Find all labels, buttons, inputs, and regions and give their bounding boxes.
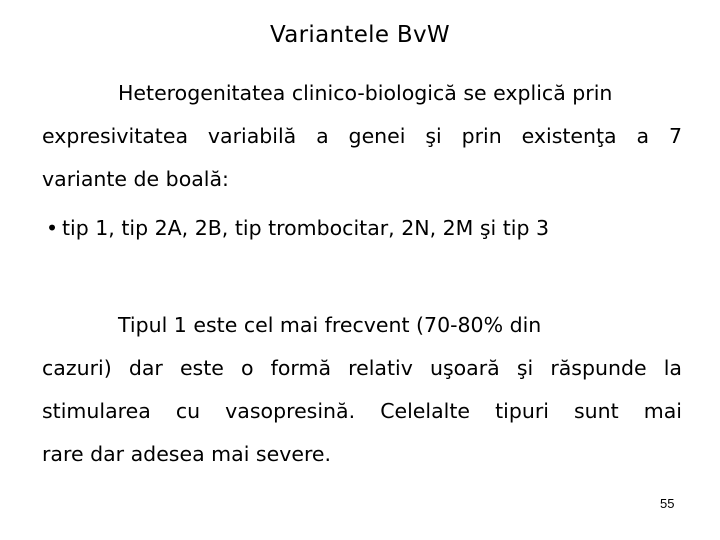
bullet-marker: • [46,216,59,240]
paragraph2-line2: cazuri) dar este o formă relativ uşoară şi răspunde la [42,356,682,380]
paragraph2-line1: Tipul 1 este cel mai frecvent (70-80% din [118,313,542,337]
paragraph1-line1: Heterogenitatea clinico-biologică se explică prin [118,81,613,105]
paragraph1-line2: expresivitatea variabilă a genei şi prin existenţa a 7 [42,124,682,148]
bullet-item [46,214,549,242]
paragraph2-line4: rare dar adesea mai severe. [42,442,332,466]
paragraph2-line3: stimularea cu vasopresină. Celelalte tipuri sunt mai [42,399,682,423]
page-number: 55 [660,496,675,511]
bullet-text: tip 1, tip 2A, 2B, tip trombocitar, 2N, 2M şi tip 3 [62,216,550,240]
slide-title: Variantele BvW [270,22,450,48]
paragraph1-line3: variante de boală: [42,167,229,191]
